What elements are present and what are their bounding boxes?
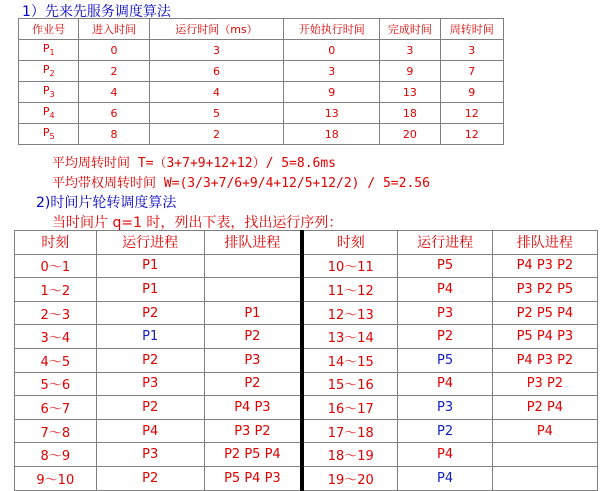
queue-cell: P3 P2	[204, 419, 302, 443]
finish-time-cell: 3	[380, 40, 440, 61]
job-letter: P	[42, 42, 50, 56]
time-cell: 13～14	[302, 325, 398, 349]
job-subscript: 5	[49, 132, 55, 142]
table-row	[19, 124, 504, 145]
header-time-right: 时刻	[302, 231, 398, 255]
table-row	[15, 396, 598, 420]
running-process-cell: P1	[96, 254, 204, 278]
table-row	[15, 466, 598, 490]
running-process-cell: P3	[96, 443, 204, 467]
job-letter: P	[42, 84, 50, 98]
queue-cell	[204, 254, 302, 278]
header-running-right: 运行进程	[398, 231, 492, 255]
header-turnaround: 周转时间	[440, 19, 503, 40]
time-cell: 8～9	[15, 443, 97, 467]
start-time-cell: 18	[284, 124, 380, 145]
running-process-cell: P4	[398, 466, 492, 490]
rr-header-row	[15, 231, 598, 255]
table-row	[15, 419, 598, 443]
queue-cell: P3 P2 P5	[492, 278, 597, 302]
running-process-cell: P2	[96, 301, 204, 325]
table-row	[19, 103, 504, 124]
running-process-cell: P3	[398, 301, 492, 325]
queue-cell	[492, 443, 597, 467]
start-time-cell: 9	[284, 82, 380, 103]
finish-time-cell: 9	[380, 61, 440, 82]
running-process-cell: P4	[96, 419, 204, 443]
job-cell	[19, 61, 79, 82]
running-process-cell: P2	[398, 419, 492, 443]
header-start-time: 开始执行时间	[284, 19, 380, 40]
table-row	[19, 61, 504, 82]
turnaround-cell: 9	[440, 82, 503, 103]
queue-cell: P2	[204, 372, 302, 396]
job-subscript: 3	[49, 90, 55, 100]
run-time-cell: 2	[149, 124, 284, 145]
job-letter: P	[42, 126, 50, 140]
running-process-cell: P2	[96, 466, 204, 490]
queue-cell: P3	[204, 348, 302, 372]
time-cell: 14～15	[302, 348, 398, 372]
rr-heading: 2)时间片轮转调度算法	[36, 195, 177, 211]
queue-cell: P5 P4 P3	[492, 325, 597, 349]
queue-cell	[204, 278, 302, 302]
queue-cell: P2 P4	[492, 396, 597, 420]
table-row	[15, 254, 598, 278]
queue-cell: P4 P3 P2	[492, 254, 597, 278]
running-process-cell: P2	[398, 325, 492, 349]
turnaround-cell: 3	[440, 40, 503, 61]
table-row	[15, 301, 598, 325]
header-run-time: 运行时间（ms）	[149, 19, 284, 40]
time-cell: 2～3	[15, 301, 97, 325]
time-cell: 19～20	[302, 466, 398, 490]
enter-time-cell: 2	[79, 61, 149, 82]
header-job: 作业号	[19, 19, 79, 40]
time-cell: 12～13	[302, 301, 398, 325]
turnaround-cell: 12	[440, 124, 503, 145]
finish-time-cell: 20	[380, 124, 440, 145]
start-time-cell: 0	[284, 40, 380, 61]
queue-cell: P4	[492, 419, 597, 443]
turnaround-cell: 12	[440, 103, 503, 124]
time-cell: 3～4	[15, 325, 97, 349]
running-process-cell: P1	[96, 325, 204, 349]
queue-cell: P2 P5 P4	[492, 301, 597, 325]
header-queue-right: 排队进程	[492, 231, 597, 255]
fcfs-table	[18, 18, 504, 145]
run-time-cell: 6	[149, 61, 284, 82]
start-time-cell: 3	[284, 61, 380, 82]
running-process-cell: P2	[96, 396, 204, 420]
time-cell: 0～1	[15, 254, 97, 278]
fcfs-heading: 1）先来先服务调度算法	[22, 4, 171, 20]
time-cell: 4～5	[15, 348, 97, 372]
header-finish-time: 完成时间	[380, 19, 440, 40]
time-cell: 6～7	[15, 396, 97, 420]
job-letter: P	[42, 105, 50, 119]
job-cell	[19, 124, 79, 145]
queue-cell: P1	[204, 301, 302, 325]
running-process-cell: P2	[96, 348, 204, 372]
header-running-left: 运行进程	[96, 231, 204, 255]
table-row	[15, 372, 598, 396]
job-subscript: 2	[49, 69, 55, 79]
start-time-cell: 13	[284, 103, 380, 124]
running-process-cell: P5	[398, 348, 492, 372]
table-row	[15, 443, 598, 467]
queue-cell: P5 P4 P3	[204, 466, 302, 490]
enter-time-cell: 8	[79, 124, 149, 145]
time-cell: 10～11	[302, 254, 398, 278]
avg-turnaround-text: 平均周转时间 T=（3+7+9+12+12）/ 5=8.6ms	[52, 156, 337, 171]
time-cell: 15～16	[302, 372, 398, 396]
queue-cell	[492, 466, 597, 490]
running-process-cell: P4	[398, 443, 492, 467]
time-cell: 9～10	[15, 466, 97, 490]
enter-time-cell: 4	[79, 82, 149, 103]
table-row	[19, 40, 504, 61]
run-time-cell: 4	[149, 82, 284, 103]
running-process-cell: P5	[398, 254, 492, 278]
running-process-cell: P4	[398, 278, 492, 302]
time-cell: 11～12	[302, 278, 398, 302]
queue-cell: P4 P3	[204, 396, 302, 420]
job-letter: P	[42, 63, 50, 77]
finish-time-cell: 18	[380, 103, 440, 124]
table-row	[19, 82, 504, 103]
turnaround-cell: 7	[440, 61, 503, 82]
time-cell: 5～6	[15, 372, 97, 396]
queue-cell: P4 P3 P2	[492, 348, 597, 372]
time-cell: 1～2	[15, 278, 97, 302]
time-cell: 17～18	[302, 419, 398, 443]
time-cell: 18～19	[302, 443, 398, 467]
time-cell: 16～17	[302, 396, 398, 420]
enter-time-cell: 6	[79, 103, 149, 124]
job-subscript: 1	[49, 48, 55, 58]
finish-time-cell: 13	[380, 82, 440, 103]
run-time-cell: 3	[149, 40, 284, 61]
table-row	[15, 278, 598, 302]
running-process-cell: P1	[96, 278, 204, 302]
header-enter-time: 进入时间	[79, 19, 149, 40]
running-process-cell: P3	[398, 396, 492, 420]
enter-time-cell: 0	[79, 40, 149, 61]
running-process-cell: P3	[96, 372, 204, 396]
job-cell	[19, 82, 79, 103]
running-process-cell: P4	[398, 372, 492, 396]
avg-weighted-turnaround-text: 平均带权周转时间 W=(3/3+7/6+9/4+12/5+12/2) / 5=2.56	[52, 176, 430, 191]
table-row	[15, 325, 598, 349]
time-cell: 7～8	[15, 419, 97, 443]
queue-cell: P2	[204, 325, 302, 349]
queue-cell: P2 P5 P4	[204, 443, 302, 467]
header-time-left: 时刻	[15, 231, 97, 255]
rr-table	[14, 230, 598, 491]
header-queue-left: 排队进程	[204, 231, 302, 255]
job-cell	[19, 103, 79, 124]
rr-intro-text: 当时间片 q=1 时，列出下表，找出运行序列：	[52, 215, 343, 231]
queue-cell: P3 P2	[492, 372, 597, 396]
job-subscript: 4	[49, 111, 55, 121]
table-row	[15, 348, 598, 372]
run-time-cell: 5	[149, 103, 284, 124]
fcfs-header-row	[19, 19, 504, 40]
job-cell	[19, 40, 79, 61]
